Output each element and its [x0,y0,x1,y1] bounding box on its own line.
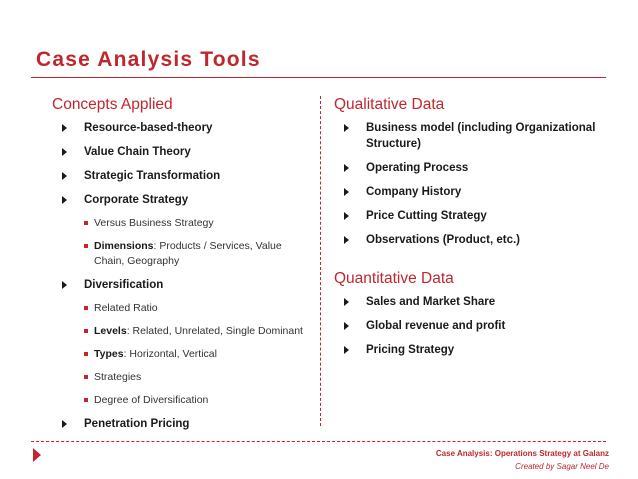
sub-list-item: Dimensions: Products / Services, Value Chain, Geography [52,239,314,269]
arrow-bullet-icon [344,164,349,172]
sub-list-item: Levels: Related, Unrelated, Single Dominant [52,324,314,339]
arrow-bullet-icon [344,236,349,244]
square-bullet-icon [84,375,88,379]
square-bullet-icon [84,244,88,248]
footer-case-title: Case Analysis: Operations Strategy at Galanz [435,449,609,458]
arrow-bullet-icon [62,148,67,156]
sub-list-item: Degree of Diversification [52,393,314,408]
qualitative-heading: Qualitative Data [334,96,445,113]
arrow-bullet-icon [62,172,67,180]
section-spacer [334,256,609,270]
square-bullet-icon [84,329,88,333]
footer-rule [31,441,606,442]
list-item: Observations (Product, etc.) [334,232,609,248]
list-item: Diversification [52,277,314,293]
list-item: Penetration Pricing [52,416,314,432]
arrow-bullet-icon [344,212,349,220]
list-item: Operating Process [334,160,609,176]
title-rule [31,77,606,78]
arrow-bullet-icon [62,281,67,289]
sub-list-item: Strategies [52,370,314,385]
square-bullet-icon [84,352,88,356]
arrow-bullet-icon [344,346,349,354]
slide-title: Case Analysis Tools [36,48,261,71]
sub-list-item: Related Ratio [52,301,314,316]
column-divider [320,96,321,426]
list-item: Pricing Strategy [334,342,609,358]
list-item: Company History [334,184,609,200]
arrow-bullet-icon [344,188,349,196]
arrow-bullet-icon [344,322,349,330]
sub-list-item: Types: Horizontal, Vertical [52,347,314,362]
list-item: Corporate Strategy [52,192,314,208]
list-item: Resource-based-theory [52,120,314,136]
list-item: Sales and Market Share [334,294,609,310]
footer-author: Created by Sagar Neel De [515,462,609,471]
concepts-heading: Concepts Applied [52,96,173,113]
list-item: Value Chain Theory [52,144,314,160]
arrow-bullet-icon [344,124,349,132]
list-item: Strategic Transformation [52,168,314,184]
data-column [334,96,609,366]
sub-list-item: Versus Business Strategy [52,216,314,231]
qualitative-list [334,120,609,248]
arrow-bullet-icon [344,298,349,306]
concepts-list [52,120,314,432]
quantitative-list [334,294,609,358]
arrow-bullet-icon [62,196,67,204]
square-bullet-icon [84,221,88,225]
list-item: Price Cutting Strategy [334,208,609,224]
concepts-column [52,96,314,440]
arrow-bullet-icon [62,420,67,428]
square-bullet-icon [84,306,88,310]
arrow-bullet-icon [62,124,67,132]
list-item: Business model (including Organizational Structure) [334,120,609,152]
square-bullet-icon [84,398,88,402]
quantitative-heading: Quantitative Data [334,270,454,287]
footer-arrow-icon [33,448,41,462]
list-item: Global revenue and profit [334,318,609,334]
